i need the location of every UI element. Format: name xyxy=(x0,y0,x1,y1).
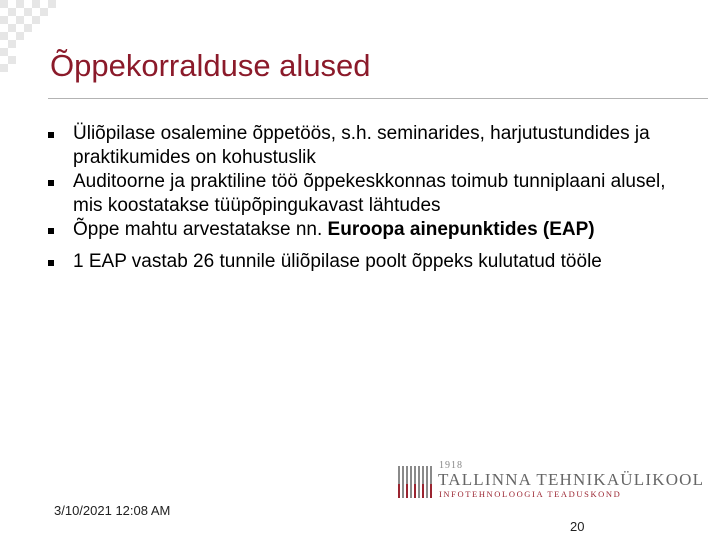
logo-department: INFOTEHNOLOOGIA TEADUSKOND xyxy=(439,489,622,499)
slide-title: Õppekorralduse alused xyxy=(50,48,371,83)
title-divider xyxy=(48,98,708,99)
bullet-square-icon xyxy=(48,132,54,138)
bullet-text: Õppe mahtu arvestatakse nn. xyxy=(73,219,328,240)
list-item xyxy=(48,122,668,169)
footer-date: 3/10/2021 12:08 AM xyxy=(54,503,171,518)
bullet-square-icon xyxy=(48,180,54,186)
bullet-square-icon xyxy=(48,260,54,266)
logo-year: 1918 xyxy=(439,460,463,471)
page-number: 20 xyxy=(570,519,585,534)
logo-name: TALLINNA TEHNIKAÜLIKOOL xyxy=(438,470,705,489)
list-item xyxy=(48,250,668,274)
bullet-bold-text: Euroopa ainepunktides (EAP) xyxy=(327,219,595,240)
bullet-text: Üliõpilase osalemine õppetöös, s.h. seminarides, harjutustundides ja praktikumides on kohustuslik xyxy=(73,123,650,168)
bullet-square-icon xyxy=(48,228,54,234)
bullet-text: 1 EAP vastab 26 tunnile üliõpilase poolt õppeks kulutatud tööle xyxy=(73,250,602,272)
list-item xyxy=(48,170,668,217)
logo-bars-icon xyxy=(398,462,434,498)
university-logo xyxy=(398,460,705,502)
list-item xyxy=(48,218,668,242)
bullet-list xyxy=(48,122,668,281)
bullet-text: Auditoorne ja praktiline töö õppekeskkonnas toimub tunniplaani alusel, mis koostatakse tüüpõpingukavast lähtudes xyxy=(73,171,666,216)
